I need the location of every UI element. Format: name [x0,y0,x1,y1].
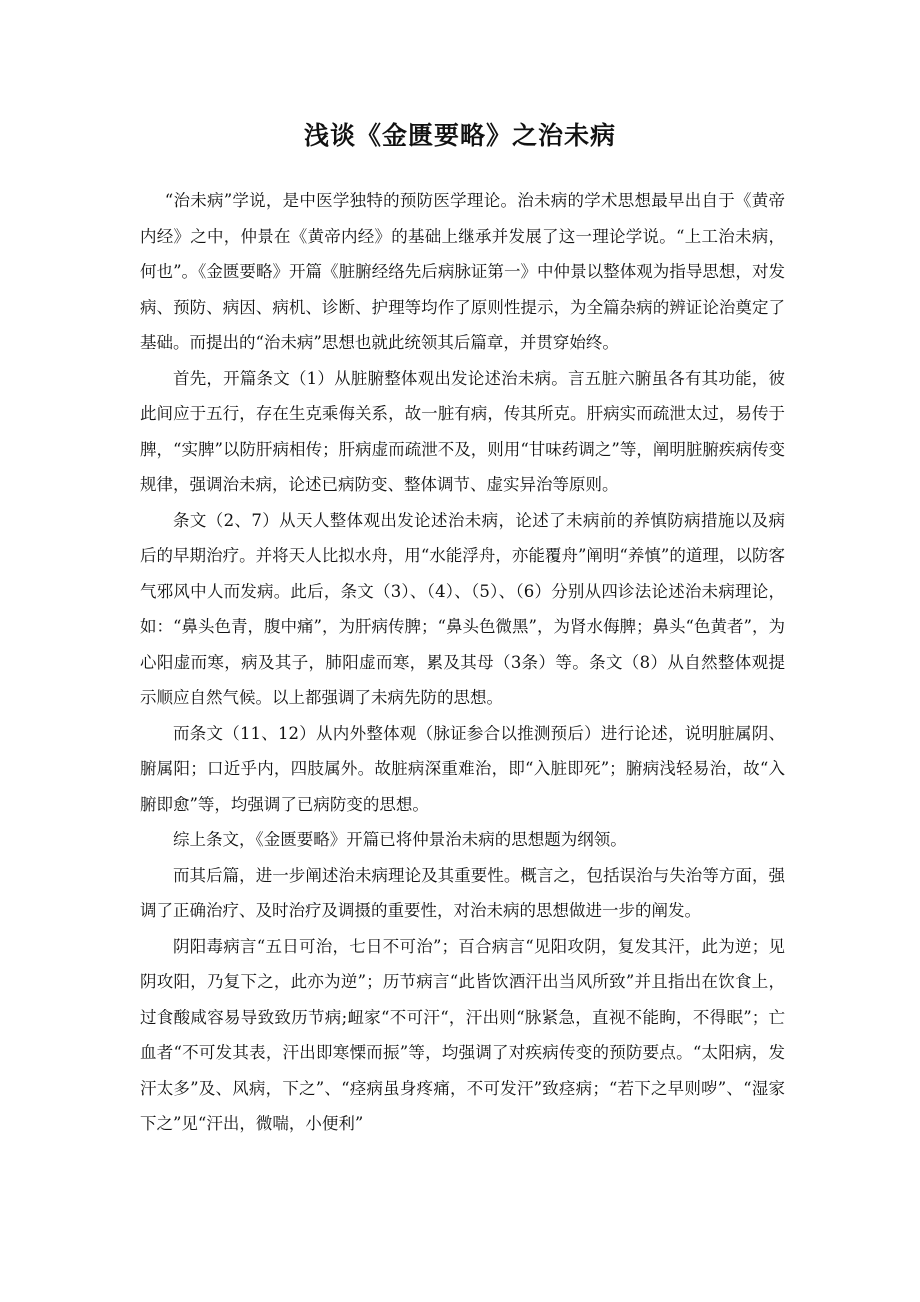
document-body [140,183,785,1142]
paragraph-3: 条文（2、7）从天人整体观出发论述治未病，论述了未病前的养慎防病措施以及病后的早期治疗。并将天人比拟水舟，用“水能浮舟，亦能覆舟”阐明“养慎”的道理，以防客气邪风中人而发病。此后，条文（3）、（4）、（5）、（6）分别从四诊法论述治未病理论，如：“鼻头色青，腹中痛”，为肝病传脾；“鼻头色微黑”，为肾水侮脾；鼻头“色黄者”，为心阳虚而寒，病及其子，肺阳虚而寒，累及其母（3条）等。条文（8）从自然整体观提示顺应自然气候。以上都强调了未病先防的思想。 [140,510,785,707]
paragraph-7: 阴阳毒病言“五日可治，七日不可治”；百合病言“见阳攻阴，复发其汗，此为逆；见阴攻阳，乃复下之，此亦为逆”；历节病言“此皆饮酒汗出当风所致”并且指出在饮食上，过食酸咸容易导致致历节病;衄家“不可汗“，汗出则“脉紧急，直视不能眴，不得眠”；亡血者“不可发其表，汗出即寒慄而振”等，均强调了对疾病传变的预防要点。“太阳病，发汗太多”及、风病，下之”、“痉病虽身疼痛，不可发汗”致痉病；“若下之早则哕”、“湿家下之”见“汗出，微喘，小便利” [140,936,785,1133]
paragraph-6: 而其后篇，进一步阐述治未病理论及其重要性。概言之，包括误治与失治等方面，强调了正确治疗、及时治疗及调摄的重要性，对治未病的思想做进一步的阐发。 [140,865,785,920]
paragraph-4: 而条文（11、12）从内外整体观（脉证参合以推测预后）进行论述，说明脏属阴、腑属阳；口近乎内，四肢属外。故脏病深重难治，即“入脏即死”；腑病浅轻易治，故“入腑即愈”等，均强调了已病防变的思想。 [140,723,785,814]
paragraph-5: 综上条文，《金匮要略》开篇已将仲景治未病的思想题为纲领。 [173,830,627,849]
paragraph-2: 首先，开篇条文（1）从脏腑整体观出发论述治未病。言五脏六腑虽各有其功能，彼此间应于五行，存在生克乘侮关系，故一脏有病，传其所克。肝病实而疏泄太过，易传于脾，“实脾”以防肝病相传；肝病虚而疏泄不及，则用“甘味药调之”等，阐明脏腑疾病传变规律，强调治未病，论述已病防变、整体调节、虚实异治等原则。 [140,368,785,494]
paragraph-1: “治未病”学说，是中医学独特的预防医学理论。治未病的学术思想最早出自于《黄帝内经》之中，仲景在《黄帝内经》的基础上继承并发展了这一理论学说。“上工治未病，何也”。《金匮要略》开篇《脏腑经络先后病脉证第一》中仲景以整体观为指导思想，对发病、预防、病因、病机、诊断、护理等均作了原则性提示，为全篇杂病的辨证论治奠定了基础。而提出的“治未病”思想也就此统领其后篇章，并贯穿始终。 [140,191,785,352]
document-title: 浅谈《金匮要略》之治未病 [303,121,616,150]
